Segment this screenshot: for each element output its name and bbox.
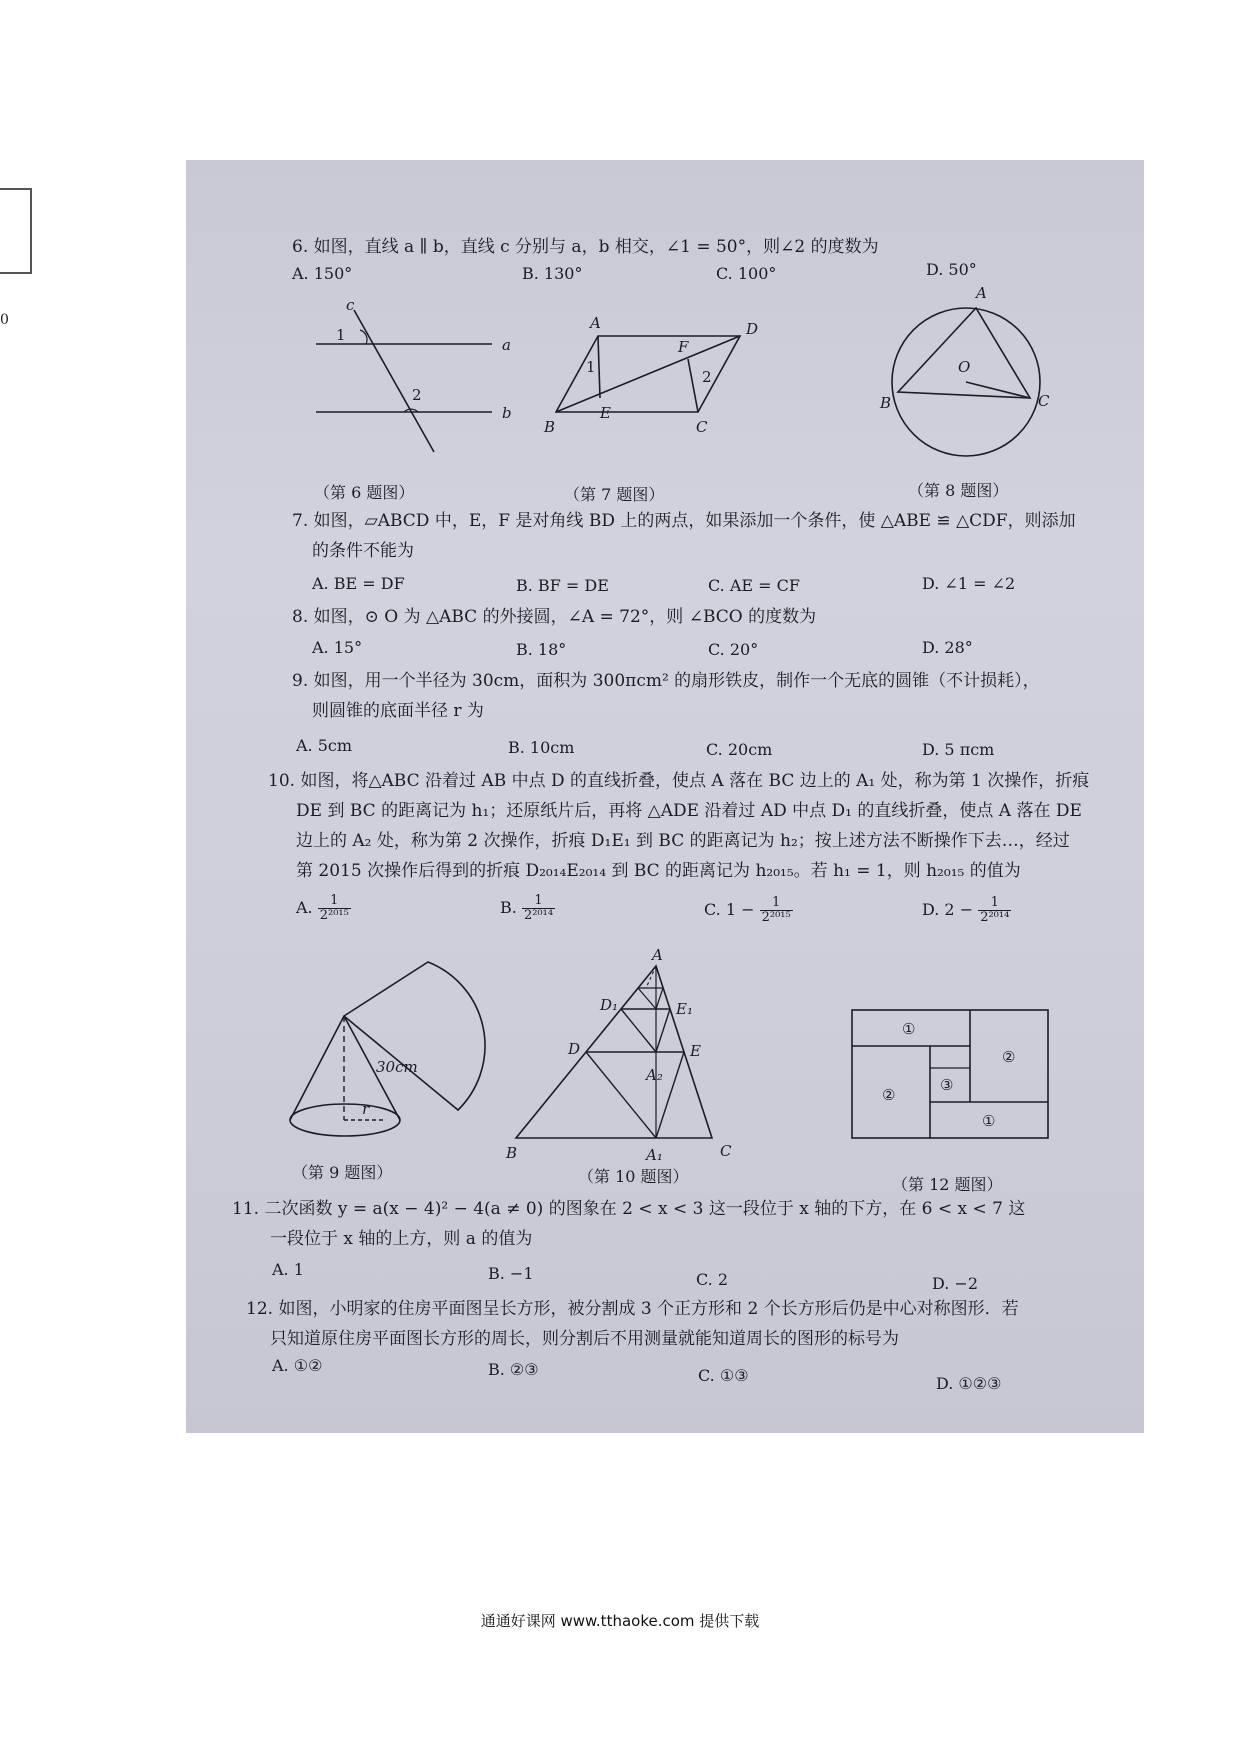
q7-stem-line1: 7. 如图，▱ABCD 中，E，F 是对角线 BD 上的两点，如果添加一个条件，使 △ABE ≌ △CDF，则添加 (292, 511, 1076, 531)
fig10-label-E: E (690, 1042, 701, 1060)
fig12-region-3: ③ (940, 1076, 954, 1094)
figure-q9 (290, 960, 530, 1150)
q10-line1: 10. 如图，将△ABC 沿着过 AB 中点 D 的直线折叠，使点 A 落在 BC 边上的 A₁ 处，称为第 1 次操作，折痕 (268, 771, 1090, 791)
q10-option-d: D. 2 − $\frac{1}{\text{2²⁰¹⁴}}$ (922, 895, 1010, 925)
q10-option-a: A. $\frac{1}{\text{2²⁰¹⁵}}$ (296, 893, 349, 923)
q11-option-d: D. −2 (932, 1274, 979, 1293)
margin-box (0, 188, 32, 274)
q7-option-d: D. ∠1 = ∠2 (922, 574, 1016, 593)
q12-option-d: D. ①②③ (936, 1374, 1002, 1393)
q10-option-b: B. $\frac{1}{\text{2²⁰¹⁴}}$ (500, 893, 554, 923)
q6-caption: （第 6 题图） (314, 483, 415, 502)
q9-option-b: B. 10cm (508, 738, 575, 757)
fig7-label-E: E (600, 404, 611, 422)
q10-caption: （第 10 题图） (578, 1167, 689, 1186)
fig7-label-B: B (544, 418, 556, 436)
fig10-label-A: A (652, 946, 663, 964)
q6-option-c: C. 100° (716, 264, 777, 283)
q12-option-c: C. ①③ (698, 1366, 749, 1385)
q11-option-a: A. 1 (272, 1260, 304, 1279)
fig7-angle-1: 1 (586, 358, 596, 376)
q12-option-b: B. ②③ (488, 1360, 539, 1379)
q6-option-b: B. 130° (522, 264, 583, 283)
figure-q8 (876, 284, 1066, 470)
q11-option-b: B. −1 (488, 1264, 534, 1283)
q9-stem-line2: 则圆锥的底面半径 r 为 (312, 701, 484, 721)
q8-option-a: A. 15° (312, 638, 363, 657)
q7-option-c: C. AE = CF (708, 576, 800, 595)
margin-mark: 0 (0, 312, 9, 328)
q11-line2: 一段位于 x 轴的上方，则 a 的值为 (270, 1229, 533, 1249)
fig12-region-1-bottom: ① (982, 1112, 996, 1130)
q11-option-c: C. 2 (696, 1270, 729, 1289)
q6-option-d: D. 50° (926, 260, 977, 279)
q8-option-d: D. 28° (922, 638, 973, 657)
q9-stem-line1: 9. 如图，用一个半径为 30cm，面积为 300πcm² 的扇形铁皮，制作一个无底的圆锥（不计损耗）， (292, 671, 1040, 691)
fig7-angle-2: 2 (702, 368, 712, 386)
q9-caption: （第 9 题图） (292, 1163, 393, 1182)
fig7-label-D: D (746, 320, 759, 338)
fig12-region-1-top: ① (902, 1020, 916, 1038)
fig8-label-O: O (958, 358, 971, 376)
fig10-label-E1: E₁ (676, 1000, 693, 1018)
figure-q12 (852, 1010, 1052, 1160)
q7-option-b: B. BF = DE (516, 576, 609, 595)
fig6-label-a: a (502, 336, 511, 354)
fig8-label-A: A (976, 284, 987, 302)
fig6-angle-2: 2 (412, 386, 422, 404)
q12-line1: 12. 如图，小明家的住房平面图呈长方形，被分割成 3 个正方形和 2 个长方形后仍是中心对称图形．若 (246, 1299, 1019, 1319)
q9-option-a: A. 5cm (296, 736, 353, 755)
q10-line3: 边上的 A₂ 处，称为第 2 次操作，折痕 D₁E₁ 到 BC 的距离记为 h₂；按上述方法不断操作下去…，经过 (296, 831, 1070, 851)
q12-option-a: A. ①② (272, 1356, 323, 1375)
q6-stem: 6. 如图，直线 a ∥ b，直线 c 分别与 a，b 相交，∠1 = 50°，则∠2 的度数为 (292, 237, 879, 257)
q7-option-a: A. BE = DF (312, 574, 405, 593)
q10-line2: DE 到 BC 的距离记为 h₁；还原纸片后，再将 △ADE 沿着过 AD 中点 D₁ 的直线折叠，使点 A 落在 DE (296, 801, 1082, 821)
fig9-label-r: r (362, 1100, 370, 1118)
q8-option-c: C. 20° (708, 640, 759, 659)
fig7-label-A: A (590, 314, 601, 332)
fig10-label-D1: D₁ (600, 996, 619, 1014)
q7-caption: （第 7 题图） (564, 485, 665, 504)
q11-line1: 11. 二次函数 y = a(x − 4)² − 4(a ≠ 0) 的图象在 2 < x < 3 这一段位于 x 轴的下方，在 6 < x < 7 这 (232, 1199, 1026, 1219)
fig8-label-C: C (1038, 392, 1050, 410)
q7-stem-line2: 的条件不能为 (312, 541, 414, 561)
fig6-label-b: b (502, 404, 512, 422)
figure-q6 (306, 296, 512, 460)
fig10-label-D: D (568, 1040, 581, 1058)
fig6-angle-1: 1 (336, 326, 346, 344)
fig12-region-2-right: ② (1002, 1048, 1016, 1066)
q12-line2: 只知道原住房平面图长方形的周长，则分割后不用测量就能知道周长的图形的标号为 (270, 1329, 899, 1349)
fig10-label-C: C (720, 1142, 732, 1160)
q12-caption: （第 12 题图） (892, 1175, 1003, 1194)
fig6-label-c: c (346, 296, 355, 314)
fig12-region-2-left: ② (882, 1086, 896, 1104)
q8-stem: 8. 如图，⊙ O 为 △ABC 的外接圆，∠A = 72°，则 ∠BCO 的度数为 (292, 607, 817, 627)
q10-option-c: C. 1 − $\frac{1}{\text{2²⁰¹⁵}}$ (704, 895, 791, 925)
q8-caption: （第 8 题图） (908, 481, 1009, 500)
q9-option-d: D. 5 πcm (922, 740, 995, 759)
q9-option-c: C. 20cm (706, 740, 773, 759)
figure-q7 (526, 310, 766, 470)
q6-option-a: A. 150° (292, 264, 353, 283)
fig7-label-F: F (678, 338, 689, 356)
fig9-label-30cm: 30cm (376, 1058, 418, 1076)
fig10-label-A2: A₂ (646, 1066, 663, 1084)
footer-download-note: 通通好课网 www.tthaoke.com 提供下载 (480, 1612, 760, 1630)
exam-sheet (186, 160, 1144, 1433)
fig10-label-A1: A₁ (646, 1146, 663, 1164)
q10-line4: 第 2015 次操作后得到的折痕 D₂₀₁₄E₂₀₁₄ 到 BC 的距离记为 h₂₀₁₅。若 h₁ = 1，则 h₂₀₁₅ 的值为 (296, 861, 1021, 881)
figure-q10 (506, 946, 756, 1164)
fig10-label-B: B (506, 1144, 518, 1162)
q8-option-b: B. 18° (516, 640, 567, 659)
fig7-label-C: C (696, 418, 708, 436)
fig8-label-B: B (880, 394, 892, 412)
